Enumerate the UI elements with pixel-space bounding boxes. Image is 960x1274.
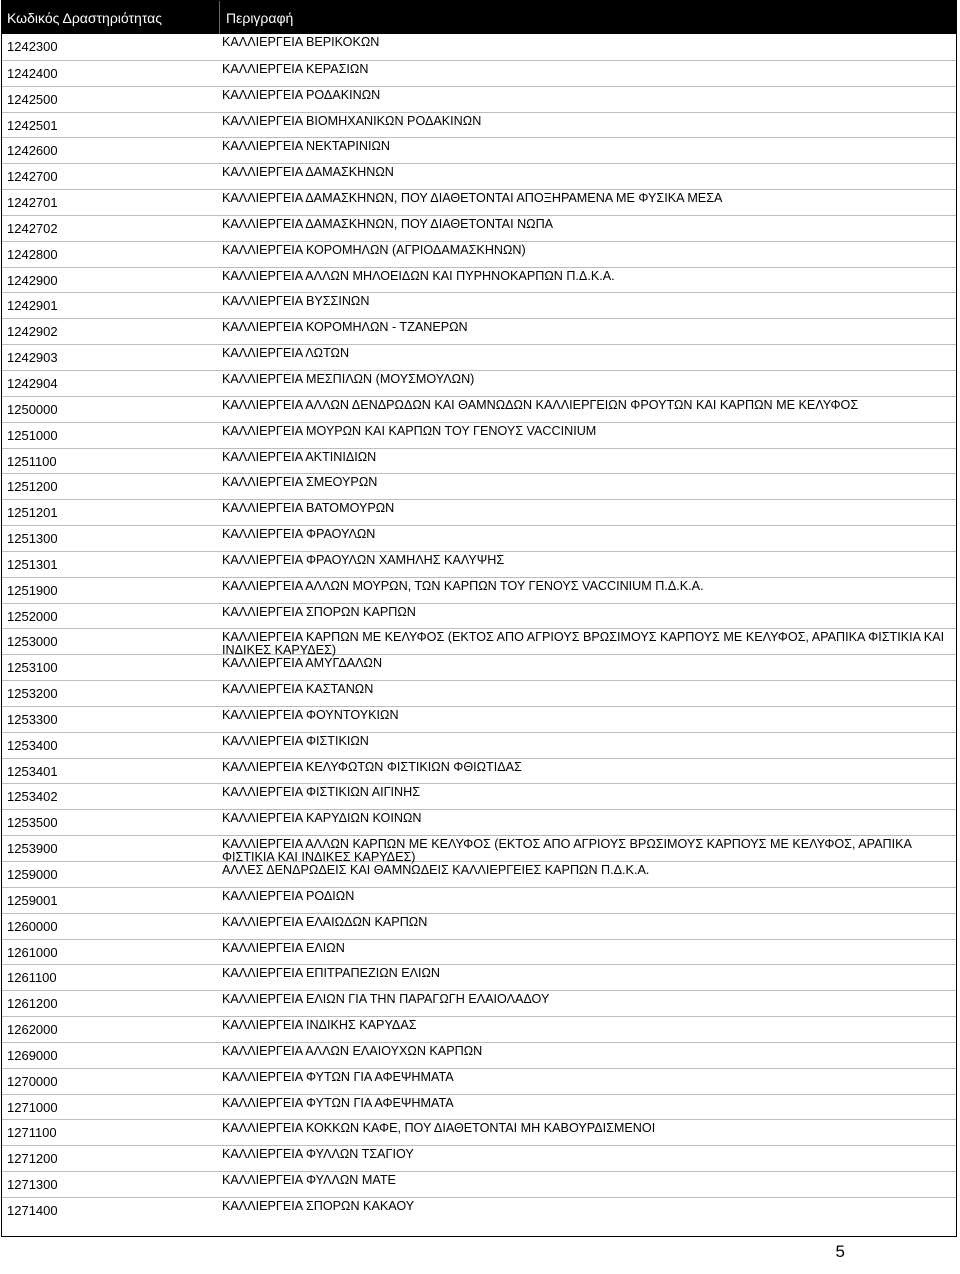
table-row [2, 1171, 956, 1197]
activity-description: ΚΑΛΛΙΕΡΓΕΙΑ ΒΙΟΜΗΧΑΝΙΚΩΝ ΡΟΔΑΚΙΝΩΝ [222, 113, 482, 128]
activity-description: ΚΑΛΛΙΕΡΓΕΙΑ ΚΕΛΥΦΩΤΩΝ ΦΙΣΤΙΚΙΩΝ ΦΘΙΩΤΙΔΑΣ [222, 759, 522, 774]
activity-description: ΚΑΛΛΙΕΡΓΕΙΑ ΦΥΛΛΩΝ ΜΑΤΕ [222, 1173, 396, 1188]
activity-code: 1251201 [7, 505, 58, 521]
activity-description: ΚΑΛΛΙΕΡΓΕΙΑ ΕΛΙΩΝ ΓΙΑ ΤΗΝ ΠΑΡΑΓΩΓΗ ΕΛΑΙΟΛΑΔΟΥ [222, 992, 550, 1007]
activity-description: ΚΑΛΛΙΕΡΓΕΙΑ ΑΛΛΩΝ ΜΗΛΟΕΙΔΩΝ ΚΑΙ ΠΥΡΗΝΟΚΑΡΠΩΝ Π.Δ.Κ.Α. [222, 268, 615, 283]
activity-code: 1261200 [7, 996, 58, 1012]
activity-codes-table [1, 0, 957, 1237]
table-row [2, 1016, 956, 1042]
activity-description: ΚΑΛΛΙΕΡΓΕΙΑ ΑΛΛΩΝ ΜΟΥΡΩΝ, ΤΩΝ ΚΑΡΠΩΝ ΤΟΥ ΓΕΝΟΥΣ VACCINIUM Π.Δ.Κ.Α. [222, 578, 704, 593]
activity-code: 1253100 [7, 660, 58, 676]
activity-description: ΚΑΛΛΙΕΡΓΕΙΑ ΚΟΚΚΩΝ ΚΑΦΕ, ΠΟΥ ΔΙΑΘΕΤΟΝΤΑΙ ΜΗ ΚΑΒΟΥΡΔΙΣΜΕΝΟΙ [222, 1121, 656, 1136]
activity-description: ΚΑΛΛΙΕΡΓΕΙΑ ΔΑΜΑΣΚΗΝΩΝ, ΠΟΥ ΔΙΑΘΕΤΟΝΤΑΙ ΑΠΟΞΗΡΑΜΕΝΑ ΜΕ ΦΥΣΙΚΑ ΜΕΣΑ [222, 191, 723, 206]
table-row [2, 1068, 956, 1094]
activity-description: ΚΑΛΛΙΕΡΓΕΙΑ ΦΥΛΛΩΝ ΤΣΑΓΙΟΥ [222, 1147, 414, 1162]
activity-description: ΚΑΛΛΙΕΡΓΕΙΑ ΔΑΜΑΣΚΗΝΩΝ [222, 165, 394, 180]
table-row [2, 292, 956, 318]
table-row [2, 112, 956, 138]
activity-description: ΑΛΛΕΣ ΔΕΝΔΡΩΔΕΙΣ ΚΑΙ ΘΑΜΝΩΔΕΙΣ ΚΑΛΛΙΕΡΓΕΙΕΣ ΚΑΡΠΩΝ Π.Δ.Κ.Α. [222, 863, 650, 877]
activity-description: ΚΑΛΛΙΕΡΓΕΙΑ ΔΑΜΑΣΚΗΝΩΝ, ΠΟΥ ΔΙΑΘΕΤΟΝΤΑΙ ΝΩΠΑ [222, 216, 554, 231]
activity-code: 1242702 [7, 220, 58, 236]
table-row [2, 913, 956, 939]
activity-code: 1253500 [7, 815, 58, 831]
activity-code: 1271100 [7, 1125, 57, 1141]
activity-code: 1271400 [7, 1202, 58, 1218]
header-description: Περιγραφή [219, 1, 293, 34]
activity-description: ΚΑΛΛΙΕΡΓΕΙΑ ΚΟΡΟΜΗΛΩΝ (ΑΓΡΙΟΔΑΜΑΣΚΗΝΩΝ) [222, 242, 526, 257]
activity-description: ΚΑΛΛΙΕΡΓΕΙΑ ΚΕΡΑΣΙΩΝ [222, 61, 369, 76]
activity-code: 1242500 [7, 91, 58, 107]
activity-description: ΚΑΛΛΙΕΡΓΕΙΑ ΚΑΡΥΔΙΩΝ ΚΟΙΝΩΝ [222, 811, 422, 826]
activity-description: ΚΑΛΛΙΕΡΓΕΙΑ ΒΕΡΙΚΟΚΩΝ [222, 35, 380, 49]
activity-code: 1242501 [7, 117, 58, 133]
activity-code: 1251300 [7, 531, 58, 547]
table-row [2, 732, 956, 758]
table-row [2, 525, 956, 551]
activity-code: 1250000 [7, 401, 58, 417]
table-row [2, 758, 956, 784]
activity-code: 1271300 [7, 1177, 58, 1193]
activity-code: 1242700 [7, 169, 58, 185]
table-row [2, 887, 956, 913]
table-row [2, 654, 956, 680]
activity-code: 1251900 [7, 582, 58, 598]
table-row [2, 318, 956, 344]
table-row [2, 706, 956, 732]
activity-code: 1251100 [7, 453, 57, 469]
activity-code: 1253400 [7, 737, 58, 753]
activity-code: 1242901 [7, 298, 58, 314]
table-row [2, 370, 956, 396]
activity-code: 1253401 [7, 763, 58, 779]
activity-description: ΚΑΛΛΙΕΡΓΕΙΑ ΣΠΟΡΩΝ ΚΑΚΑΟΥ [222, 1198, 415, 1213]
activity-description: ΚΑΛΛΙΕΡΓΕΙΑ ΚΑΡΠΩΝ ΜΕ ΚΕΛΥΦΟΣ (ΕΚΤΟΣ ΑΠΟ ΑΓΡΙΟΥΣ ΒΡΩΣΙΜΟΥΣ ΚΑΡΠΟΥΣ ΜΕ ΚΕΛΥΦΟΣ, ΑΡΑΠΙΚΑ ΦΙΣΤΙΚΙΑ ΚΑΙ ΙΝΔΙΚΕΣ ΚΑΡΥΔΕΣ) [222, 630, 945, 658]
activity-description: ΚΑΛΛΙΕΡΓΕΙΑ ΜΕΣΠΙΛΩΝ (ΜΟΥΣΜΟΥΛΩΝ) [222, 371, 475, 386]
table-row [2, 603, 956, 629]
activity-code: 1269000 [7, 1047, 58, 1063]
activity-code: 1271200 [7, 1151, 58, 1167]
table-row [2, 861, 956, 887]
activity-description: ΚΑΛΛΙΕΡΓΕΙΑ ΣΜΕΟΥΡΩΝ [222, 475, 378, 490]
activity-code: 1253300 [7, 711, 58, 727]
activity-description: ΚΑΛΛΙΕΡΓΕΙΑ ΣΠΟΡΩΝ ΚΑΡΠΩΝ [222, 604, 416, 619]
table-body [2, 34, 956, 1223]
table-row [2, 783, 956, 809]
activity-description: ΚΑΛΛΙΕΡΓΕΙΑ ΜΟΥΡΩΝ ΚΑΙ ΚΑΡΠΩΝ ΤΟΥ ΓΕΝΟΥΣ VACCINIUM [222, 423, 597, 438]
activity-code: 1261100 [7, 970, 57, 986]
activity-code: 1260000 [7, 918, 58, 934]
table-row [2, 809, 956, 835]
header-code: Κωδικός Δραστηριότητας [7, 9, 162, 26]
activity-code: 1242902 [7, 324, 58, 340]
activity-description: ΚΑΛΛΙΕΡΓΕΙΑ ΒΥΣΣΙΝΩΝ [222, 294, 370, 309]
activity-code: 1242300 [7, 39, 58, 54]
table-row [2, 499, 956, 525]
activity-code: 1253402 [7, 789, 58, 805]
activity-description: ΚΑΛΛΙΕΡΓΕΙΑ ΦΙΣΤΙΚΙΩΝ ΑΙΓΙΝΗΣ [222, 785, 421, 800]
activity-description: ΚΑΛΛΙΕΡΓΕΙΑ ΕΛΑΙΩΔΩΝ ΚΑΡΠΩΝ [222, 914, 428, 929]
table-row [2, 473, 956, 499]
table-header [2, 1, 956, 34]
table-row [2, 835, 956, 865]
activity-code: 1259000 [7, 867, 58, 882]
activity-description: ΚΑΛΛΙΕΡΓΕΙΑ ΦΥΤΩΝ ΓΙΑ ΑΦΕΨΗΜΑΤΑ [222, 1069, 454, 1084]
table-row [2, 1197, 956, 1223]
table-row [2, 163, 956, 189]
activity-code: 1242903 [7, 350, 58, 366]
activity-description: ΚΑΛΛΙΕΡΓΕΙΑ ΑΛΛΩΝ ΚΑΡΠΩΝ ΜΕ ΚΕΛΥΦΟΣ (ΕΚΤΟΣ ΑΠΟ ΑΓΡΙΟΥΣ ΒΡΩΣΙΜΟΥΣ ΚΑΡΠΟΥΣ ΜΕ ΚΕΛΥΦΟΣ, ΑΡΑΠΙΚΑ ΦΙΣΤΙΚΙΑ ΚΑΙ ΙΝΔΙΚΕΣ ΚΑΡΥΔΕΣ) [222, 837, 912, 865]
table-row [2, 86, 956, 112]
activity-code: 1242701 [7, 195, 58, 211]
table-row [2, 551, 956, 577]
table-row [2, 189, 956, 215]
activity-description: ΚΑΛΛΙΕΡΓΕΙΑ ΕΠΙΤΡΑΠΕΖΙΩΝ ΕΛΙΩΝ [222, 966, 441, 981]
table-row [2, 137, 956, 163]
table-row [2, 939, 956, 965]
table-row [2, 241, 956, 267]
activity-description: ΚΑΛΛΙΕΡΓΕΙΑ ΚΟΡΟΜΗΛΩΝ - ΤΖΑΝΕΡΩΝ [222, 320, 468, 335]
activity-description: ΚΑΛΛΙΕΡΓΕΙΑ ΦΡΑΟΥΛΩΝ [222, 527, 376, 542]
table-row [2, 422, 956, 448]
table-row [2, 1145, 956, 1171]
activity-description: ΚΑΛΛΙΕΡΓΕΙΑ ΦΡΑΟΥΛΩΝ ΧΑΜΗΛΗΣ ΚΑΛΥΨΗΣ [222, 552, 505, 567]
activity-description: ΚΑΛΛΙΕΡΓΕΙΑ ΦΥΤΩΝ ΓΙΑ ΑΦΕΨΗΜΑΤΑ [222, 1095, 454, 1110]
activity-description: ΚΑΛΛΙΕΡΓΕΙΑ ΑΛΛΩΝ ΔΕΝΔΡΩΔΩΝ ΚΑΙ ΘΑΜΝΩΔΩΝ ΚΑΛΛΙΕΡΓΕΙΩΝ ΦΡΟΥΤΩΝ ΚΑΙ ΚΑΡΠΩΝ ΜΕ ΚΕΛΥΦΟΣ [222, 397, 859, 412]
table-row [2, 577, 956, 603]
table-row [2, 680, 956, 706]
activity-description: ΚΑΛΛΙΕΡΓΕΙΑ ΑΛΛΩΝ ΕΛΑΙΟΥΧΩΝ ΚΑΡΠΩΝ [222, 1043, 483, 1058]
activity-code: 1259001 [7, 892, 58, 908]
activity-code: 1251200 [7, 479, 58, 495]
activity-code: 1242400 [7, 65, 58, 81]
activity-code: 1262000 [7, 1022, 58, 1038]
table-row [2, 215, 956, 241]
activity-description: ΚΑΛΛΙΕΡΓΕΙΑ ΕΛΙΩΝ [222, 940, 345, 955]
activity-code: 1252000 [7, 608, 58, 624]
activity-description: ΚΑΛΛΙΕΡΓΕΙΑ ΛΩΤΩΝ [222, 346, 350, 361]
activity-description: ΚΑΛΛΙΕΡΓΕΙΑ ΦΙΣΤΙΚΙΩΝ [222, 733, 369, 748]
activity-description: ΚΑΛΛΙΕΡΓΕΙΑ ΙΝΔΙΚΗΣ ΚΑΡΥΔΑΣ [222, 1018, 417, 1033]
table-row [2, 396, 956, 422]
table-row [2, 344, 956, 370]
activity-code: 1251301 [7, 556, 58, 572]
table-row [2, 990, 956, 1016]
table-row [2, 1094, 956, 1120]
activity-code: 1242800 [7, 246, 58, 262]
activity-description: ΚΑΛΛΙΕΡΓΕΙΑ ΡΟΔΑΚΙΝΩΝ [222, 87, 381, 102]
activity-description: ΚΑΛΛΙΕΡΓΕΙΑ ΒΑΤΟΜΟΥΡΩΝ [222, 501, 395, 516]
activity-code: 1270000 [7, 1073, 58, 1089]
activity-code: 1253000 [7, 634, 58, 650]
activity-code: 1242904 [7, 375, 58, 391]
activity-description: ΚΑΛΛΙΕΡΓΕΙΑ ΦΟΥΝΤΟΥΚΙΩΝ [222, 707, 399, 722]
table-row [2, 267, 956, 293]
activity-description: ΚΑΛΛΙΕΡΓΕΙΑ ΝΕΚΤΑΡΙΝΙΩΝ [222, 139, 391, 154]
activity-code: 1261000 [7, 944, 58, 960]
activity-code: 1242900 [7, 272, 58, 288]
table-row [2, 60, 956, 86]
activity-description: ΚΑΛΛΙΕΡΓΕΙΑ ΑΜΥΓΔΑΛΩΝ [222, 656, 383, 671]
activity-code: 1271000 [7, 1099, 58, 1115]
activity-description: ΚΑΛΛΙΕΡΓΕΙΑ ΚΑΣΤΑΝΩΝ [222, 682, 374, 697]
activity-code: 1253200 [7, 686, 58, 702]
page-number: 5 [835, 1242, 845, 1261]
table-row [2, 1042, 956, 1068]
table-row [2, 1119, 956, 1145]
activity-code: 1251000 [7, 427, 58, 443]
table-row [2, 34, 956, 60]
table-row [2, 964, 956, 990]
table-row [2, 628, 956, 658]
activity-code: 1253900 [7, 841, 58, 857]
table-row [2, 448, 956, 474]
activity-description: ΚΑΛΛΙΕΡΓΕΙΑ ΑΚΤΙΝΙΔΙΩΝ [222, 449, 377, 464]
activity-code: 1242600 [7, 143, 58, 159]
activity-description: ΚΑΛΛΙΕΡΓΕΙΑ ΡΟΔΙΩΝ [222, 888, 355, 903]
